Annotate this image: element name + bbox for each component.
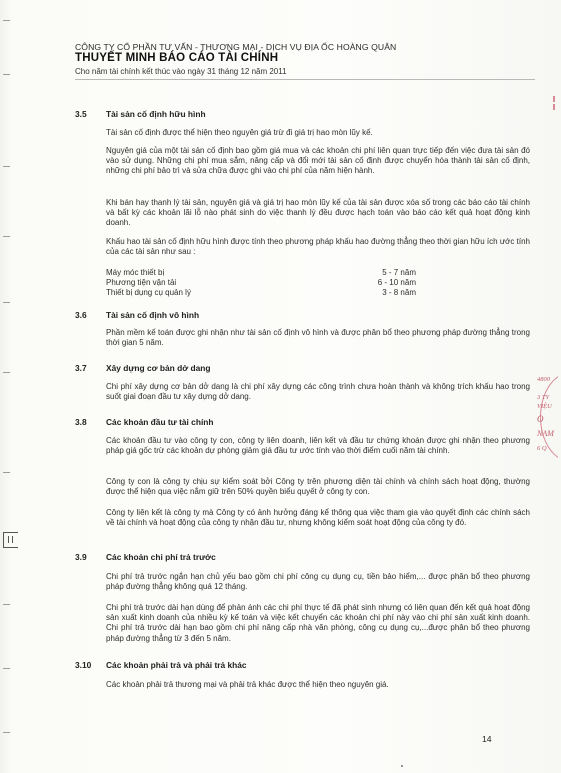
edge-scan-mark (3, 668, 10, 669)
section-number: 3.7 (75, 363, 87, 373)
section-title: Tài sản cố định vô hình (106, 310, 200, 320)
scan-speck (401, 765, 403, 767)
edge-scan-mark (3, 472, 10, 473)
document-title: THUYẾT MINH BÁO CÁO TÀI CHÍNH (75, 52, 279, 64)
section-title: Các khoản chi phí trả trước (106, 552, 216, 562)
seal-text: VIỆU (537, 403, 552, 410)
section-number: 3.5 (75, 109, 87, 119)
seal-text: 4800 (537, 376, 550, 383)
seal-text: NAM (537, 429, 554, 438)
stamp-edge-mark (553, 96, 555, 102)
section-title: Xây dựng cơ bản dở dang (106, 363, 211, 373)
edge-scan-mark (3, 732, 10, 733)
section-number: 3.10 (75, 660, 92, 670)
asset-class: Thiết bị dụng cụ quản lý (106, 288, 191, 297)
company-seal-fragment (534, 372, 558, 460)
reporting-period: Cho năm tài chính kết thúc vào ngày 31 tháng 12 năm 2011 (75, 67, 287, 76)
seal-text: 6 Q (537, 445, 547, 452)
paragraph: Chi phí trả trước dài hạn dùng để phản ánh các chi phí thực tế đã phát sinh nhưng có liên quan đến kết quả hoạt động sản xuất kinh doanh của nhiều kỳ kế toán và việc kết chuyển các khoản chi phí này vào chi phí sản xuất kinh doanh. Chi phí trả trước dài hạn bao gồm chi phí nâng cấp nhà văn phòng, công cụ dụng cụ,...được phân bổ theo phương pháp đường thẳng từ 3 đến 5 năm. (106, 603, 530, 643)
section-number: 3.8 (75, 417, 87, 427)
section-title: Các khoản đầu tư tài chính (106, 417, 214, 427)
paragraph: Chi phí xây dựng cơ bản dở dang là chi phí xây dựng các công trình chưa hoàn thành và không trích khấu hao trong suốt giai đoạn đầu tư xây dựng dở dang. (106, 382, 530, 402)
edge-scan-mark (3, 236, 10, 237)
asset-class: Máy móc thiết bị (106, 268, 165, 277)
edge-scan-mark (3, 20, 10, 21)
paragraph: Khi bán hay thanh lý tài sản, nguyên giá và giá trị hao mòn lũy kế của tài sản được xóa số trong các báo cáo tài chính và bất kỳ các khoản lãi lỗ nào phát sinh do việc thanh lý đều được hạch toán vào báo cáo kết quả hoạt động kinh doanh. (106, 198, 530, 228)
paragraph: Chi phí trả trước ngắn hạn chủ yếu bao gồm chi phí công cụ dụng cụ, tiền bảo hiểm,... được phân bổ theo phương pháp đường thẳng không quá 12 tháng. (106, 572, 530, 592)
paragraph: Phần mềm kế toán được ghi nhận như tài sản cố định vô hình và được phân bổ theo phương pháp đường thẳng trong thời gian 5 năm. (106, 328, 530, 348)
paragraph: Công ty liên kết là công ty mà Công ty có ảnh hưởng đáng kể thông qua việc tham gia vào quyết định các chính sách về tài chính và hoạt động của công ty nhận đầu tư, nhưng không kiểm soát hoạt động của công ty đó. (106, 508, 530, 528)
useful-life-years: 3 - 8 năm (382, 288, 416, 297)
seal-text: O (537, 414, 544, 424)
company-name: CÔNG TY CỔ PHẦN TƯ VẤN - THƯƠNG MẠI - DỊCH VỤ ĐỊA ỐC HOÀNG QUÂN (75, 42, 397, 52)
section-number: 3.6 (75, 310, 87, 320)
paragraph: Tài sản cố định được thể hiện theo nguyên giá trừ đi giá trị hao mòn lũy kế. (106, 128, 373, 137)
header-divider (75, 79, 535, 80)
section-title: Tài sản cố định hữu hình (106, 109, 206, 119)
section-number: 3.9 (75, 552, 87, 562)
useful-life-years: 5 - 7 năm (382, 268, 416, 277)
paragraph: Các khoản đầu tư vào công ty con, công ty liên doanh, liên kết và đầu tư chứng khoán được ghi nhận theo phương pháp giá gốc trừ các khoản dự phòng giảm giá đầu tư ước tính vào thời điểm cuối năm tài chính. (106, 436, 530, 456)
section-title: Các khoản phải trả và phải trả khác (106, 660, 247, 670)
edge-scan-mark (3, 166, 10, 167)
paragraph: Các khoản phải trả thương mại và phải trả khác được thể hiện theo nguyên giá. (106, 680, 389, 689)
paragraph: Khấu hao tài sản cố định hữu hình được tính theo phương pháp khấu hao đường thẳng theo thời gian hữu ích ước tính của các tài sản như sau : (106, 237, 530, 257)
useful-life-years: 6 - 10 năm (377, 278, 416, 287)
stamp-edge-mark (553, 104, 555, 110)
paragraph: Nguyên giá của một tài sản cố định bao gồm giá mua và các khoản chi phí liên quan trực tiếp đến việc đưa tài sản đó vào sử dụng. Những chi phí mua sắm, nâng cấp và đổi mới tài sản cố định được chuyển hóa thành tài sản cố định, những chi phí bảo trì và sửa chữa được ghi vào chi phí của năm hiện hành. (106, 146, 530, 176)
edge-scan-mark (3, 372, 10, 373)
seal-text: 3 TY (537, 394, 550, 401)
edge-scan-mark (3, 74, 10, 75)
asset-class: Phương tiện vận tải (106, 278, 177, 287)
edge-scan-mark (3, 604, 10, 605)
edge-scan-mark (3, 302, 10, 303)
page-number: 14 (482, 734, 492, 744)
binder-clip-icon (3, 532, 18, 548)
paragraph: Công ty con là công ty chịu sự kiểm soát bởi Công ty trên phương diện tài chính và chính sách hoạt động, thường được thể hiện qua việc nắm giữ trên 50% quyền biểu quyết ở công ty con. (106, 477, 530, 497)
